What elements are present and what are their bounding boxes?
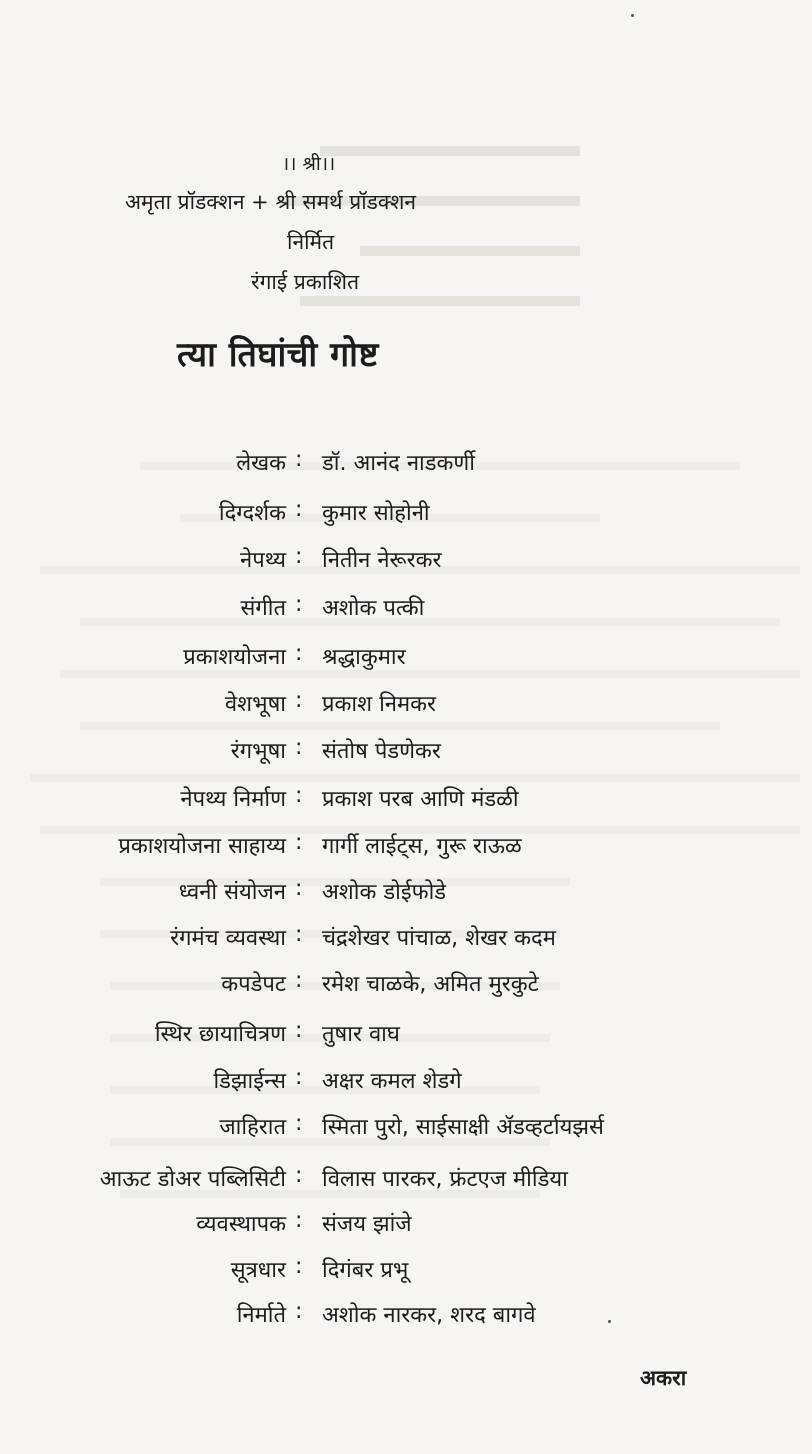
credit-row [0, 876, 812, 908]
credit-colon: : [295, 876, 303, 901]
credit-role: वेशभूषा [224, 692, 286, 717]
produced-label: निर्मित [287, 230, 335, 254]
credit-name: गार्गी लाईट्स, गुरू राऊळ [322, 834, 522, 859]
credit-name: कुमार सोहोनी [322, 501, 430, 526]
play-title: त्या तिघांची गोष्ट [177, 335, 379, 375]
credit-role: प्रकाशयोजना साहाय्य [118, 834, 286, 859]
credit-colon: : [295, 497, 303, 522]
credit-colon: : [295, 688, 303, 713]
credit-colon: : [295, 922, 303, 947]
publisher-line: रंगाई प्रकाशित [251, 270, 360, 294]
credit-colon: : [295, 592, 303, 617]
credit-name: रमेश चाळके, अमित मुरकुटे [322, 972, 539, 997]
credit-name: संतोष पेडणेकर [322, 739, 441, 764]
speck-mark [631, 14, 634, 17]
credit-name: अशोक डोईफोडे [322, 880, 447, 905]
credit-row [0, 830, 812, 862]
credit-row [0, 1111, 812, 1143]
credit-role: व्यवस्थापक [196, 1212, 286, 1237]
credit-colon: : [295, 1254, 303, 1279]
credit-colon: : [295, 641, 303, 666]
credit-name: तुषार वाघ [322, 1022, 400, 1047]
credit-row [0, 735, 812, 767]
credit-colon: : [295, 735, 303, 760]
credit-role: नेपथ्य [240, 548, 286, 573]
credit-row [0, 544, 812, 576]
credit-colon: : [295, 1299, 303, 1324]
credit-name: विलास पारकर, फ्रंटएज मीडिया [322, 1167, 568, 1192]
credit-row [0, 447, 812, 479]
page-number: अकरा [640, 1366, 687, 1390]
credit-row [0, 1208, 812, 1240]
credit-row [0, 783, 812, 815]
credit-row [0, 1163, 812, 1195]
credit-colon: : [295, 1018, 303, 1043]
credit-name: अक्षर कमल शेडगे [322, 1069, 462, 1094]
credit-row [0, 922, 812, 954]
credit-colon: : [295, 544, 303, 569]
credit-role: रंगभूषा [230, 739, 286, 764]
credit-row [0, 688, 812, 720]
credit-row [0, 1018, 812, 1050]
credit-name: संजय झांजे [322, 1212, 412, 1237]
credit-role: लेखक [236, 451, 286, 476]
credit-row [0, 497, 812, 529]
credit-name: अशोक पत्की [322, 596, 425, 621]
invocation: ।। श्री।। [282, 153, 336, 175]
credit-role: जाहिरात [219, 1115, 286, 1140]
credit-row [0, 1299, 812, 1331]
credit-name: नितीन नेरूरकर [322, 548, 442, 573]
credit-colon: : [295, 447, 303, 472]
credit-name: प्रकाश निमकर [322, 692, 437, 717]
credit-name: स्मिता पुरो, साईसाक्षी ॲडव्हर्टायझर्स [322, 1115, 604, 1140]
credit-colon: : [295, 1163, 303, 1188]
credit-role: संगीत [240, 596, 286, 621]
credit-name: दिगंबर प्रभू [322, 1258, 409, 1283]
credit-name: श्रद्धाकुमार [322, 645, 406, 670]
credit-name: अशोक नारकर, शरद बागवे [322, 1303, 536, 1328]
credit-role: सूत्रधार [230, 1258, 286, 1283]
credit-colon: : [295, 1208, 303, 1233]
credit-role: ध्वनी संयोजन [178, 880, 286, 905]
credit-role: आऊट डोअर पब्लिसिटी [99, 1167, 286, 1192]
credit-role: दिग्दर्शक [218, 501, 286, 526]
credit-colon: : [295, 830, 303, 855]
credit-colon: : [295, 1065, 303, 1090]
credit-name: चंद्रशेखर पांचाळ, शेखर कदम [322, 926, 556, 951]
credit-role: नेपथ्य निर्माण [180, 787, 286, 812]
credit-row [0, 592, 812, 624]
credit-role: कपडेपट [221, 972, 286, 997]
production-line: अमृता प्रॉडक्शन + श्री समर्थ प्रॉडक्शन [125, 190, 417, 214]
credit-role: रंगमंच व्यवस्था [170, 926, 286, 951]
credit-row [0, 1065, 812, 1097]
credit-colon: : [295, 968, 303, 993]
credit-row [0, 641, 812, 673]
credit-role: निर्माते [236, 1303, 286, 1328]
credit-role: प्रकाशयोजना [183, 645, 286, 670]
credit-row [0, 1254, 812, 1286]
credit-colon: : [295, 1111, 303, 1136]
credit-name: प्रकाश परब आणि मंडळी [322, 787, 519, 812]
credit-colon: : [295, 783, 303, 808]
credit-role: स्थिर छायाचित्रण [154, 1022, 286, 1047]
credit-name: डॉ. आनंद नाडकर्णी [322, 451, 476, 476]
credit-role: डिझाईन्स [213, 1069, 286, 1094]
credit-row [0, 968, 812, 1000]
